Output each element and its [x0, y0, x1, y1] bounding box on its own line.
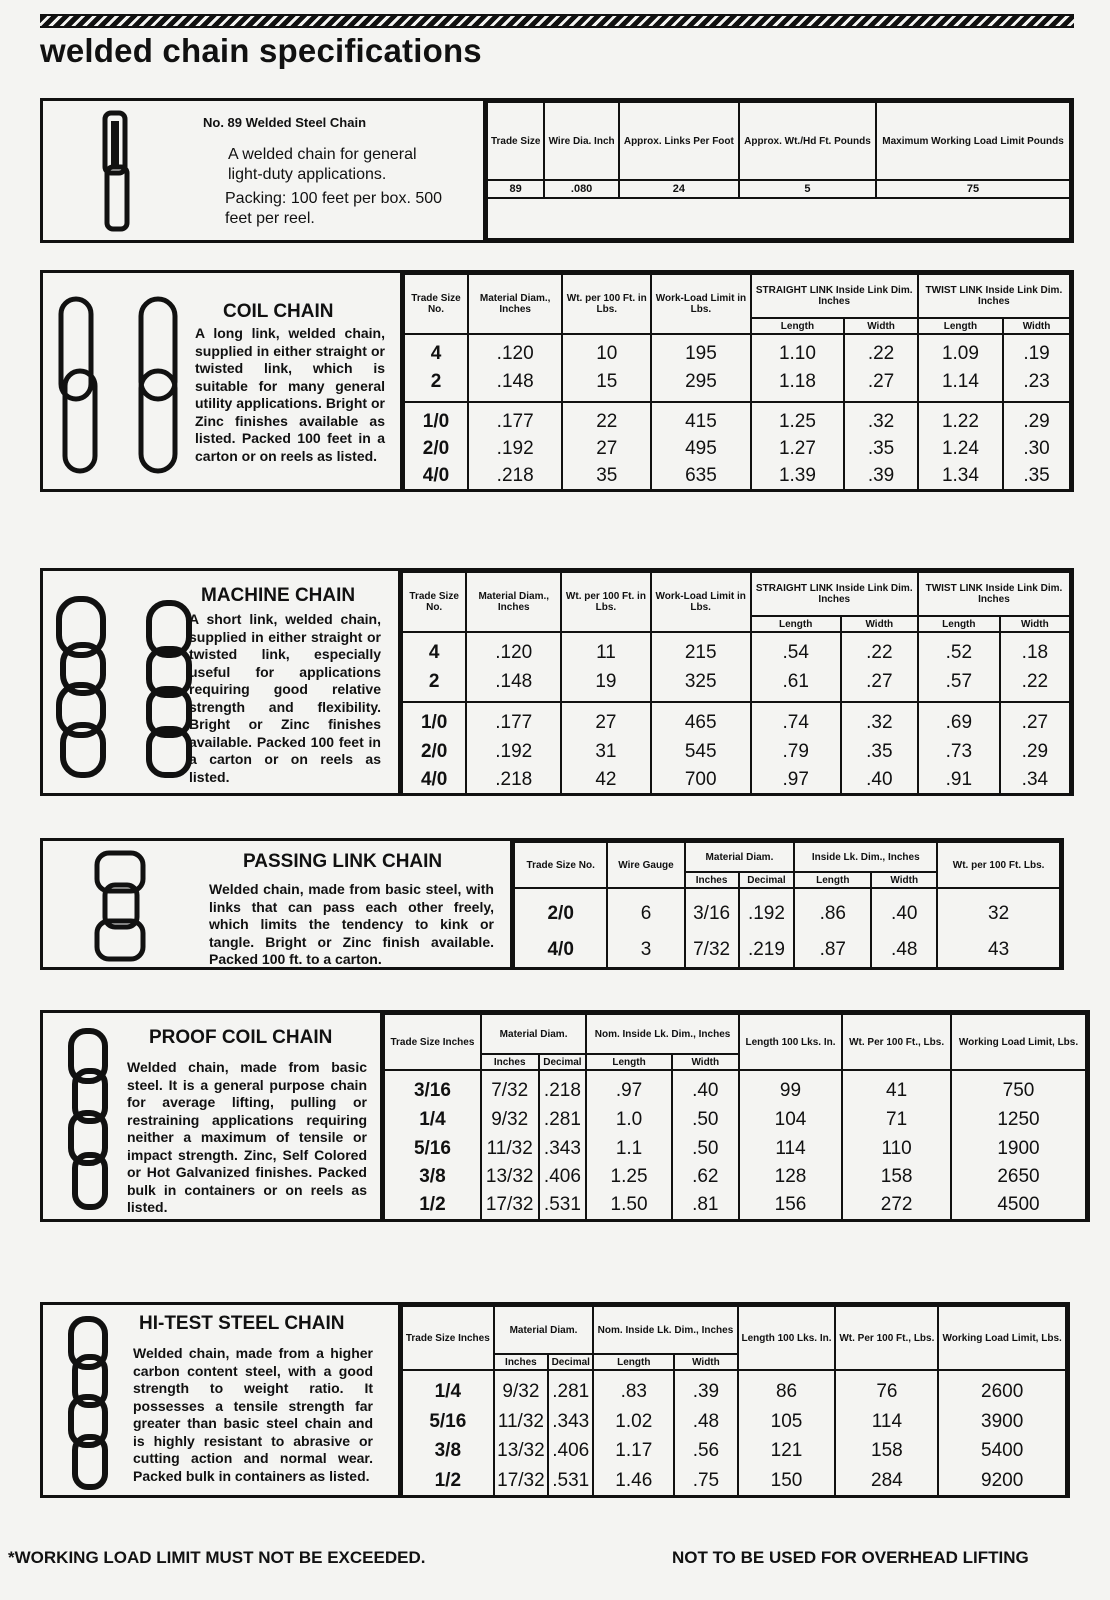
table-cell: 9/32 [481, 1106, 539, 1134]
table-cell: .87 [794, 932, 871, 967]
top-hatched-rule [40, 14, 1074, 28]
table-cell: .35 [844, 435, 917, 462]
table-cell: 1.34 [918, 462, 1003, 489]
col-header: Maximum Working Load Limit Pounds [876, 102, 1070, 180]
passing-title: PASSING LINK CHAIN [243, 851, 443, 872]
table-cell: 158 [835, 1436, 938, 1465]
table-cell: .192 [468, 435, 562, 462]
table-cell: 3 [607, 932, 684, 967]
table-cell: 2/0 [402, 737, 466, 765]
table-cell: .73 [918, 737, 1000, 765]
table-cell: .120 [466, 632, 561, 667]
table-cell: 1/2 [384, 1191, 481, 1219]
col-subheader: Inches [685, 872, 739, 888]
table-cell: .27 [841, 667, 918, 702]
table-cell: .75 [674, 1466, 737, 1495]
table-cell: .91 [918, 765, 1000, 793]
table-cell: 4/0 [514, 932, 607, 967]
table-cell: .218 [539, 1070, 587, 1106]
table-cell: 110 [842, 1134, 951, 1162]
col-header: Material Diam. [481, 1014, 586, 1054]
table-cell: 6 [607, 888, 684, 932]
table-cell: 1.24 [918, 435, 1003, 462]
col-header: Wt. Per 100 Ft., Lbs. [842, 1014, 951, 1070]
table-cell: 114 [739, 1134, 842, 1162]
col-header: Approx. Wt./Hd Ft. Pounds [739, 102, 876, 180]
table-row [402, 1466, 1066, 1495]
proof-coil-chain-section [40, 1010, 1090, 1222]
table-cell: 7/32 [481, 1070, 539, 1106]
table-cell: 17/32 [481, 1191, 539, 1219]
table-cell: .22 [844, 334, 917, 368]
table-cell: 104 [739, 1106, 842, 1134]
col-subheader: Length [918, 616, 1000, 632]
col-header: STRAIGHT LINK Inside Link Dim. Inches [751, 274, 918, 318]
table-cell: 415 [651, 402, 750, 436]
machine-description-panel [43, 571, 401, 793]
table-cell: 3900 [938, 1407, 1066, 1436]
table-cell: 22 [562, 402, 651, 436]
table-cell: 1250 [951, 1106, 1086, 1134]
col-header: TWIST LINK Inside Link Dim. Inches [918, 572, 1070, 616]
proof-description-panel [43, 1013, 383, 1219]
table-cell: 89 [487, 180, 544, 198]
col-header: Trade Size Inches [384, 1014, 481, 1070]
col-header: Material Diam., Inches [466, 572, 561, 632]
col-header: Nom. Inside Lk. Dim., Inches [586, 1014, 738, 1054]
table-cell: .40 [871, 888, 937, 932]
hitest-spec-table [401, 1305, 1067, 1495]
table-cell: 11/32 [481, 1134, 539, 1162]
proof-coil-chain-icon [65, 1027, 113, 1213]
table-cell: .22 [841, 632, 918, 667]
machine-chain-icon [51, 593, 196, 783]
col-header: Material Diam. [494, 1306, 594, 1354]
table-cell: 4/0 [402, 765, 466, 793]
table-cell: .34 [1000, 765, 1070, 793]
table-cell: 121 [738, 1436, 836, 1465]
col-header: Nom. Inside Lk. Dim., Inches [593, 1306, 737, 1354]
empty-row [487, 198, 1070, 239]
table-cell: 99 [739, 1070, 842, 1106]
table-cell: .40 [841, 765, 918, 793]
page-title: welded chain specifications [40, 32, 482, 69]
table-cell: 128 [739, 1162, 842, 1190]
passing-description: Welded chain, made from basic steel, with links that can pass each other freely, which limits the tendency to kink or tangle. Bright or Zinc finish available. Packed 100 ft. to a carton. [209, 881, 494, 967]
table-row [384, 1106, 1086, 1134]
no89-spec-table [486, 101, 1071, 240]
table-cell: 43 [937, 932, 1060, 967]
table-cell: 1.50 [586, 1191, 671, 1219]
table-cell: 10 [562, 334, 651, 368]
table-row [404, 435, 1070, 462]
col-header: Approx. Links Per Foot [619, 102, 739, 180]
table-cell: .27 [844, 368, 917, 402]
table-cell: .30 [1003, 435, 1070, 462]
table-cell: 3/16 [384, 1070, 481, 1106]
table-cell: .218 [468, 462, 562, 489]
table-cell: .40 [672, 1070, 739, 1106]
table-cell: .406 [548, 1436, 593, 1465]
hitest-description-panel [43, 1305, 401, 1495]
table-cell: .080 [544, 180, 619, 198]
machine-title: MACHINE CHAIN [201, 585, 356, 606]
table-cell: .35 [841, 737, 918, 765]
col-subheader: Length [794, 872, 871, 888]
table-cell: 42 [561, 765, 651, 793]
table-row [384, 1070, 1086, 1106]
col-subheader: Decimal [539, 1054, 587, 1070]
col-header: Wt. Per 100 Ft., Lbs. [835, 1306, 938, 1370]
col-header: Work-Load Limit in Lbs. [651, 572, 751, 632]
coil-chain-section [40, 270, 1074, 492]
table-cell: .177 [468, 402, 562, 436]
col-header: Work-Load Limit in Lbs. [651, 274, 750, 334]
table-cell: 1.18 [751, 368, 845, 402]
table-cell: .97 [586, 1070, 671, 1106]
table-cell: 4 [402, 632, 466, 667]
col-header: Wire Dia. Inch [544, 102, 619, 180]
col-subheader: Length [593, 1354, 674, 1370]
table-cell: .97 [751, 765, 841, 793]
table-cell: 1.09 [918, 334, 1003, 368]
col-header: Trade Size No. [514, 842, 607, 888]
table-cell: .19 [1003, 334, 1070, 368]
table-cell: 17/32 [494, 1466, 549, 1495]
table-cell: .32 [841, 702, 918, 737]
col-subheader: Width [674, 1354, 737, 1370]
table-cell: 150 [738, 1466, 836, 1495]
col-subheader: Width [841, 616, 918, 632]
table-cell: 635 [651, 462, 750, 489]
col-subheader: Width [672, 1054, 739, 1070]
col-subheader: Width [1000, 616, 1070, 632]
table-cell: 1.17 [593, 1436, 674, 1465]
col-header: Material Diam., Inches [468, 274, 562, 334]
table-cell: .48 [871, 932, 937, 967]
col-header: Wt. per 100 Ft. in Lbs. [562, 274, 651, 334]
table-cell: 1.25 [751, 402, 845, 436]
table-cell: .120 [468, 334, 562, 368]
table-cell: .74 [751, 702, 841, 737]
hitest-title: HI-TEST STEEL CHAIN [139, 1313, 345, 1334]
table-cell: 1/4 [402, 1370, 494, 1407]
col-subheader: Width [871, 872, 937, 888]
passing-spec-table [513, 841, 1061, 967]
col-header: Trade Size No. [404, 274, 468, 334]
col-subheader: Inches [481, 1054, 539, 1070]
table-cell: 1.27 [751, 435, 845, 462]
table-row [402, 667, 1070, 702]
table-cell: 700 [651, 765, 751, 793]
table-cell: 158 [842, 1162, 951, 1190]
coil-chain-icon [51, 295, 201, 475]
table-cell: 750 [951, 1070, 1086, 1106]
table-cell: 19 [561, 667, 651, 702]
table-cell: 32 [937, 888, 1060, 932]
col-subheader: Width [844, 318, 917, 334]
table-cell: 1/4 [384, 1106, 481, 1134]
table-cell: 15 [562, 368, 651, 402]
col-header: STRAIGHT LINK Inside Link Dim. Inches [751, 572, 918, 616]
table-cell: 272 [842, 1191, 951, 1219]
hi-test-steel-chain-section [40, 1302, 1070, 1498]
table-cell: .83 [593, 1370, 674, 1407]
table-cell: 71 [842, 1106, 951, 1134]
col-header: Working Load Limit, Lbs. [951, 1014, 1086, 1070]
table-cell: .62 [672, 1162, 739, 1190]
table-row [402, 737, 1070, 765]
table-cell: 41 [842, 1070, 951, 1106]
no89-description-panel [43, 101, 486, 240]
table-cell: .281 [539, 1106, 587, 1134]
table-cell: 1.25 [586, 1162, 671, 1190]
table-cell: 495 [651, 435, 750, 462]
table-cell: 114 [835, 1407, 938, 1436]
col-subheader: Decimal [739, 872, 795, 888]
table-cell: 5400 [938, 1436, 1066, 1465]
table-cell: .23 [1003, 368, 1070, 402]
table-cell: 9/32 [494, 1370, 549, 1407]
table-cell: .531 [548, 1466, 593, 1495]
table-cell: .79 [751, 737, 841, 765]
table-cell: 215 [651, 632, 751, 667]
coil-spec-table [403, 273, 1071, 489]
table-cell: 3/8 [402, 1436, 494, 1465]
no89-packing: Packing: 100 feet per box. 500 feet per reel. [225, 190, 443, 227]
machine-spec-table [401, 571, 1071, 793]
table-cell: 2/0 [404, 435, 468, 462]
table-cell: 2650 [951, 1162, 1086, 1190]
col-subheader: Length [586, 1054, 671, 1070]
table-cell: .148 [468, 368, 562, 402]
table-cell: 1/0 [402, 702, 466, 737]
table-cell: 1.0 [586, 1106, 671, 1134]
table-cell: 27 [561, 702, 651, 737]
table-cell: .56 [674, 1436, 737, 1465]
table-cell: 11/32 [494, 1407, 549, 1436]
table-cell: 105 [738, 1407, 836, 1436]
table-cell: 75 [876, 180, 1070, 198]
table-cell: .531 [539, 1191, 587, 1219]
table-cell: .192 [739, 888, 795, 932]
col-header: Length 100 Lks. In. [739, 1014, 842, 1070]
proof-title: PROOF COIL CHAIN [149, 1027, 333, 1048]
table-cell: .22 [1000, 667, 1070, 702]
table-cell: 27 [562, 435, 651, 462]
table-cell: 1.14 [918, 368, 1003, 402]
table-cell: .18 [1000, 632, 1070, 667]
table-cell: 1.39 [751, 462, 845, 489]
table-cell: .61 [751, 667, 841, 702]
table-cell: 76 [835, 1370, 938, 1407]
col-subheader: Length [751, 616, 841, 632]
table-cell: .81 [672, 1191, 739, 1219]
table-row [384, 1162, 1086, 1190]
passing-link-chain-section [40, 838, 1064, 970]
footer-warning-overhead: NOT TO BE USED FOR OVERHEAD LIFTING [672, 1548, 1029, 1567]
table-cell: 1.46 [593, 1466, 674, 1495]
table-row [514, 932, 1060, 967]
table-cell: 2 [404, 368, 468, 402]
table-cell: 325 [651, 667, 751, 702]
table-cell: 3/16 [685, 888, 739, 932]
table-cell: 13/32 [494, 1436, 549, 1465]
coil-title: COIL CHAIN [223, 301, 334, 322]
table-cell: 35 [562, 462, 651, 489]
table-cell: .218 [466, 765, 561, 793]
table-row [514, 888, 1060, 932]
table-cell: .35 [1003, 462, 1070, 489]
table-cell: .86 [794, 888, 871, 932]
col-subheader: Length [751, 318, 845, 334]
table-cell: 1/0 [404, 402, 468, 436]
table-cell: 31 [561, 737, 651, 765]
proof-spec-table [383, 1013, 1087, 1219]
table-row [404, 368, 1070, 402]
table-cell: 545 [651, 737, 751, 765]
table-cell: .406 [539, 1162, 587, 1190]
table-row [404, 402, 1070, 436]
table-cell: 13/32 [481, 1162, 539, 1190]
col-subheader: Inches [494, 1354, 549, 1370]
col-header: Inside Lk. Dim., Inches [794, 842, 937, 872]
table-row [402, 1436, 1066, 1465]
table-cell: .50 [672, 1134, 739, 1162]
table-cell: .32 [844, 402, 917, 436]
hi-test-chain-icon [65, 1315, 113, 1493]
table-cell: 5/16 [384, 1134, 481, 1162]
table-cell: 7/32 [685, 932, 739, 967]
col-header: Working Load Limit, Lbs. [938, 1306, 1066, 1370]
proof-description: Welded chain, made from basic steel. It is a general purpose chain for average lifting, pulling or restraining applications requiring neither a maximum of tensile or impact strength. Zinc, Self Colored or Hot Galvanized finishes. Packed bulk in containers or on reels as listed. [127, 1059, 367, 1215]
table-cell: .27 [1000, 702, 1070, 737]
table-cell: 195 [651, 334, 750, 368]
table-cell: .29 [1003, 402, 1070, 436]
col-subheader: Length [918, 318, 1003, 334]
machine-description: A short link, welded chain, supplied in either straight or twisted link, especially useful for applications requiring good relative strength and flexibility. Bright or Zinc finishes available. Packed 100 feet in a carton or on reels as listed. [189, 611, 381, 785]
table-row [404, 334, 1070, 368]
table-row [402, 1370, 1066, 1407]
table-cell: .148 [466, 667, 561, 702]
table-cell: 465 [651, 702, 751, 737]
table-cell: 24 [619, 180, 739, 198]
table-cell: 156 [739, 1191, 842, 1219]
table-cell: 2 [402, 667, 466, 702]
table-cell: .39 [674, 1370, 737, 1407]
hitest-description: Welded chain, made from a higher carbon content steel, with a good strength to weight ratio. It possesses a tensile strength far greater than basic steel chain and is highly resistant to abrasive or cutting action and normal wear. Packed bulk in containers as listed. [133, 1345, 373, 1484]
col-header: Wt. per 100 Ft. in Lbs. [561, 572, 651, 632]
table-cell: .281 [548, 1370, 593, 1407]
table-cell: 2600 [938, 1370, 1066, 1407]
table-cell: 5/16 [402, 1407, 494, 1436]
table-cell: .343 [548, 1407, 593, 1436]
no89-section [40, 98, 1074, 243]
table-cell: .50 [672, 1106, 739, 1134]
table-cell: 284 [835, 1466, 938, 1495]
table-cell: 9200 [938, 1466, 1066, 1495]
col-header: Wt. per 100 Ft. Lbs. [937, 842, 1060, 888]
no89-description: A welded chain for general light-duty applications. [228, 146, 417, 183]
table-row [384, 1134, 1086, 1162]
table-cell: .29 [1000, 737, 1070, 765]
table-cell: 1.02 [593, 1407, 674, 1436]
table-row [402, 1407, 1066, 1436]
table-cell: .57 [918, 667, 1000, 702]
col-header: TWIST LINK Inside Link Dim. Inches [918, 274, 1070, 318]
machine-chain-section [40, 568, 1074, 796]
table-cell: .52 [918, 632, 1000, 667]
coil-description-panel [43, 273, 403, 489]
table-cell: .39 [844, 462, 917, 489]
table-cell: 1.22 [918, 402, 1003, 436]
coil-description: A long link, welded chain, supplied in either straight or twisted link, which is suitable for many general utility applications. Bright or Zinc finishes available as listed. Packed 100 feet in a carton or on reels as listed. [195, 325, 385, 464]
table-cell: .192 [466, 737, 561, 765]
passing-description-panel [43, 841, 513, 967]
chain-link-icon [99, 109, 135, 235]
table-cell: 86 [738, 1370, 836, 1407]
passing-link-chain-icon [91, 849, 151, 965]
table-cell: 11 [561, 632, 651, 667]
col-header: Trade Size No. [402, 572, 466, 632]
col-header: Trade Size [487, 102, 544, 180]
table-cell: .343 [539, 1134, 587, 1162]
no89-name: No. 89 Welded Steel Chain [203, 115, 367, 130]
table-cell: 295 [651, 368, 750, 402]
table-cell: 5 [739, 180, 876, 198]
table-row [384, 1191, 1086, 1219]
col-header: Wire Gauge [607, 842, 684, 888]
table-cell: 3/8 [384, 1162, 481, 1190]
footer-warning-load-limit: *WORKING LOAD LIMIT MUST NOT BE EXCEEDED. [8, 1548, 426, 1567]
table-row [402, 765, 1070, 793]
table-cell: 4 [404, 334, 468, 368]
table-row [402, 702, 1070, 737]
table-cell: .54 [751, 632, 841, 667]
col-header: Trade Size Inches [402, 1306, 494, 1370]
table-cell: 4/0 [404, 462, 468, 489]
table-cell: 1/2 [402, 1466, 494, 1495]
table-cell: .219 [739, 932, 795, 967]
col-subheader: Decimal [548, 1354, 593, 1370]
table-cell: .177 [466, 702, 561, 737]
table-row [402, 632, 1070, 667]
col-subheader: Width [1003, 318, 1070, 334]
table-cell: .48 [674, 1407, 737, 1436]
table-cell: 2/0 [514, 888, 607, 932]
table-cell: 1.10 [751, 334, 845, 368]
table-cell: .69 [918, 702, 1000, 737]
col-header: Material Diam. [685, 842, 795, 872]
table-cell: 1900 [951, 1134, 1086, 1162]
table-cell: 1.1 [586, 1134, 671, 1162]
col-header: Length 100 Lks. In. [738, 1306, 836, 1370]
table-row [404, 462, 1070, 489]
table-cell: 4500 [951, 1191, 1086, 1219]
